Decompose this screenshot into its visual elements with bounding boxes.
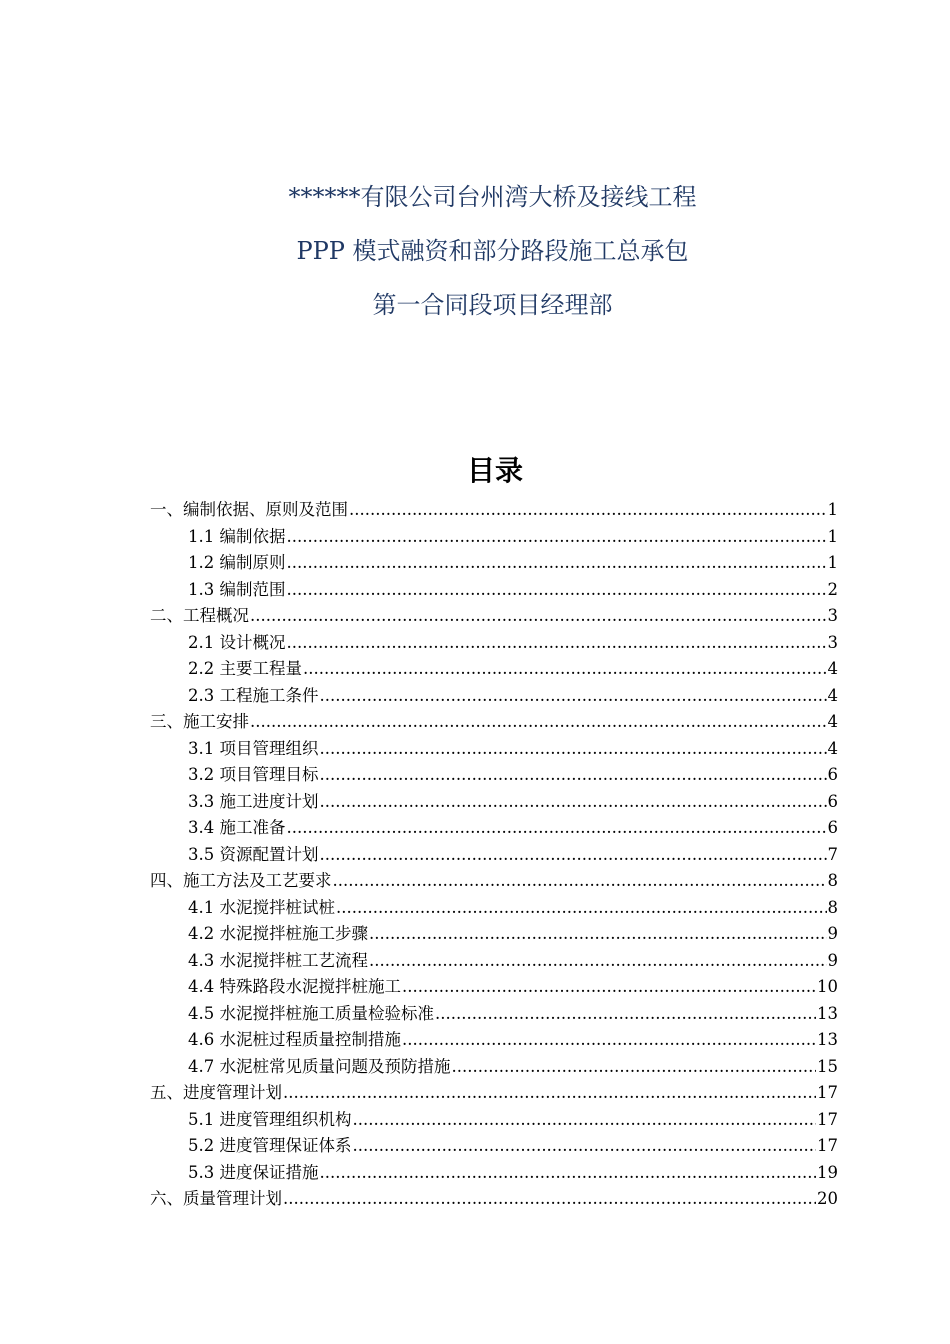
toc-page-number: 4 [827, 685, 838, 705]
toc-section-entry[interactable] [150, 815, 838, 842]
toc-dot-leader [333, 868, 827, 895]
toc-page-number: 13 [817, 1003, 838, 1023]
toc-entry-label: 1.3 编制范围 [188, 579, 286, 599]
toc-page-number: 3 [827, 606, 838, 625]
toc-section-entry[interactable] [150, 656, 838, 683]
toc-section-entry[interactable] [150, 842, 838, 869]
table-of-contents [150, 497, 838, 1213]
toc-dot-leader [353, 1133, 817, 1160]
toc-section-entry[interactable] [150, 577, 838, 604]
toc-chapter-entry[interactable] [150, 868, 838, 895]
toc-entry-label: 2.2 主要工程量 [188, 659, 302, 678]
toc-section-entry[interactable] [150, 948, 838, 975]
toc-page-number: 3 [827, 632, 838, 652]
header-line-contract: PPP 模式融资和部分路段施工总承包 [296, 237, 689, 265]
toc-page-number: 6 [827, 765, 838, 784]
toc-section-entry[interactable] [150, 789, 838, 816]
toc-chapter-entry[interactable] [150, 709, 838, 736]
toc-dot-leader [250, 603, 827, 630]
toc-page-number: 8 [827, 871, 838, 890]
toc-dot-leader [320, 762, 827, 789]
toc-section-entry[interactable] [150, 1054, 838, 1081]
toc-chapter-entry[interactable] [150, 497, 838, 524]
toc-entry-label: 五、进度管理计划 [150, 1083, 282, 1102]
toc-dot-leader [435, 1001, 816, 1028]
toc-page-number: 13 [817, 1030, 838, 1049]
toc-page-number: 4 [827, 738, 838, 758]
toc-dot-leader [320, 1160, 817, 1187]
toc-section-entry[interactable] [150, 921, 838, 948]
toc-dot-leader [287, 550, 827, 577]
toc-dot-leader [452, 1054, 817, 1081]
toc-page-number: 9 [827, 924, 838, 943]
toc-dot-leader [353, 1107, 817, 1134]
toc-section-entry[interactable] [150, 1133, 838, 1160]
toc-page-number: 4 [827, 712, 838, 731]
toc-entry-label: 四、施工方法及工艺要求 [150, 871, 332, 890]
toc-entry-label: 一、编制依据、原则及范围 [150, 500, 348, 519]
toc-dot-leader [283, 1186, 816, 1213]
toc-dot-leader [287, 524, 827, 551]
toc-dot-leader [336, 895, 827, 922]
toc-dot-leader [402, 974, 816, 1001]
toc-chapter-entry[interactable] [150, 603, 838, 630]
toc-entry-label: 3.5 资源配置计划 [188, 844, 319, 864]
toc-page-number: 2 [827, 579, 838, 599]
toc-section-entry[interactable] [150, 1027, 838, 1054]
toc-page-number: 9 [827, 950, 838, 970]
toc-entry-label: 3.3 施工进度计划 [188, 791, 319, 811]
toc-entry-label: 1.2 编制原则 [188, 553, 286, 572]
toc-section-entry[interactable] [150, 1160, 838, 1187]
toc-entry-label: 4.6 水泥桩过程质量控制措施 [188, 1030, 401, 1049]
toc-dot-leader [287, 815, 827, 842]
toc-section-entry[interactable] [150, 1107, 838, 1134]
toc-dot-leader [320, 842, 827, 869]
toc-entry-label: 六、质量管理计划 [150, 1189, 282, 1208]
toc-page-number: 1 [827, 526, 838, 546]
toc-entry-label: 二、工程概况 [150, 606, 249, 625]
toc-entry-label: 2.1 设计概况 [188, 632, 286, 652]
toc-section-entry[interactable] [150, 550, 838, 577]
toc-chapter-entry[interactable] [150, 1080, 838, 1107]
toc-page-number: 15 [817, 1056, 838, 1076]
toc-dot-leader [283, 1080, 816, 1107]
toc-entry-label: 4.2 水泥搅拌桩施工步骤 [188, 924, 368, 943]
toc-dot-leader [369, 948, 827, 975]
toc-page-number: 4 [827, 659, 838, 678]
toc-chapter-entry[interactable] [150, 1186, 838, 1213]
toc-section-entry[interactable] [150, 974, 838, 1001]
toc-page-number: 17 [817, 1083, 838, 1102]
toc-page-number: 6 [827, 791, 838, 811]
toc-entry-label: 三、施工安排 [150, 712, 249, 731]
toc-page-number: 20 [817, 1189, 838, 1208]
toc-dot-leader [369, 921, 827, 948]
toc-entry-label: 4.5 水泥搅拌桩施工质量检验标准 [188, 1003, 434, 1023]
toc-entry-label: 4.7 水泥桩常见质量问题及预防措施 [188, 1056, 451, 1076]
toc-dot-leader [303, 656, 827, 683]
toc-entry-label: 4.4 特殊路段水泥搅拌桩施工 [188, 977, 401, 996]
toc-entry-label: 3.1 项目管理组织 [188, 738, 319, 758]
toc-dot-leader [287, 630, 827, 657]
toc-entry-label: 1.1 编制依据 [188, 526, 286, 546]
toc-entry-label: 4.1 水泥搅拌桩试桩 [188, 897, 335, 917]
toc-page-number: 10 [817, 977, 838, 996]
toc-section-entry[interactable] [150, 524, 838, 551]
document-header [0, 183, 950, 319]
header-line-company: ******有限公司台州湾大桥及接线工程 [288, 183, 697, 211]
toc-page-number: 17 [817, 1109, 838, 1129]
toc-section-entry[interactable] [150, 630, 838, 657]
toc-dot-leader [402, 1027, 816, 1054]
toc-title: 目录 [466, 454, 523, 487]
toc-section-entry[interactable] [150, 1001, 838, 1028]
toc-page-number: 7 [827, 844, 838, 864]
toc-page-number: 19 [817, 1162, 838, 1182]
toc-section-entry[interactable] [150, 736, 838, 763]
toc-entry-label: 4.3 水泥搅拌桩工艺流程 [188, 950, 368, 970]
toc-page-number: 8 [827, 897, 838, 917]
toc-section-entry[interactable] [150, 683, 838, 710]
toc-page-number: 17 [817, 1136, 838, 1155]
toc-dot-leader [320, 789, 827, 816]
toc-dot-leader [250, 709, 827, 736]
toc-dot-leader [287, 577, 827, 604]
toc-entry-label: 3.2 项目管理目标 [188, 765, 319, 784]
toc-entry-label: 3.4 施工准备 [188, 818, 286, 837]
toc-page-number: 1 [827, 500, 838, 519]
toc-section-entry[interactable] [150, 895, 838, 922]
toc-entry-label: 5.3 进度保证措施 [188, 1162, 319, 1182]
toc-entry-label: 5.2 进度管理保证体系 [188, 1136, 352, 1155]
toc-page-number: 6 [827, 818, 838, 837]
toc-entry-label: 2.3 工程施工条件 [188, 685, 319, 705]
toc-page-number: 1 [827, 553, 838, 572]
toc-entry-label: 5.1 进度管理组织机构 [188, 1109, 352, 1129]
toc-dot-leader [349, 497, 827, 524]
toc-section-entry[interactable] [150, 762, 838, 789]
header-line-department: 第一合同段项目经理部 [372, 291, 613, 319]
toc-dot-leader [320, 683, 827, 710]
toc-dot-leader [320, 736, 827, 763]
